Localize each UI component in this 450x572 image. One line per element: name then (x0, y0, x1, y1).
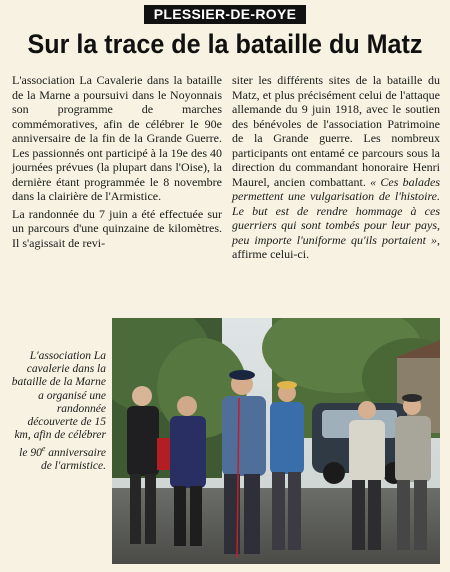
paragraph (232, 73, 440, 262)
article-headline: Sur la trace de la bataille du Matz (27, 29, 423, 59)
paragraph: L'association La Cavalerie dans la bataille de la Marne a poursuivi dans le Noyonnais son programme de marches commémoratives, afin de célébrer le 90e anniversaire de la fin de la Grande Guerre. Les passionnés ont participé à la 19e des 40 journées prévues (la plupart dans l'Oise), la dernière étant programmée le 8 novembre dans la clairière de l'Armistice. (12, 73, 222, 203)
article-column-2 (232, 73, 440, 262)
quote: « Ces balades permettent une vulgarisation de l'histoire. Le but est de rendre hommage à ces guerriers qui sont tombés pour leur pays, peu importe l'uniforme qu'ils portaient » (232, 174, 441, 247)
caption-text: L'association La cavalerie dans la bataille de la Marne a organisé une randonnée découverte de 15 km, afin de célébrer le 90 (11, 350, 106, 460)
article-photo (112, 318, 440, 564)
article-column-1 (12, 73, 222, 250)
paragraph: La randonnée du 7 juin a été effectuée sur un parcours d'une quinzaine de kilomètres. Il s'agissait de revi- (12, 206, 222, 250)
paragraph-text: siter les différents sites de la bataille du Matz, et plus précisément celui de l'attaque allemande du 9 juin 1918, avec le soutien des bénévoles de l'association Patrimoine de la Grande guerre. Les nombreux participants ont entamé ce parcours sous la direction du commandant honoraire Henri Maurel, ancien combattant. (232, 73, 440, 189)
caption-superscript: e (41, 444, 46, 454)
caption-text-end: anniversaire de l'armistice. (40, 447, 106, 473)
photo-illustration (112, 318, 440, 564)
section-kicker (0, 6, 450, 22)
photo-caption (10, 350, 106, 474)
kicker-label: PLESSIER-DE-ROYE (144, 5, 307, 24)
attribution: , affirme celui-ci. (232, 232, 440, 261)
